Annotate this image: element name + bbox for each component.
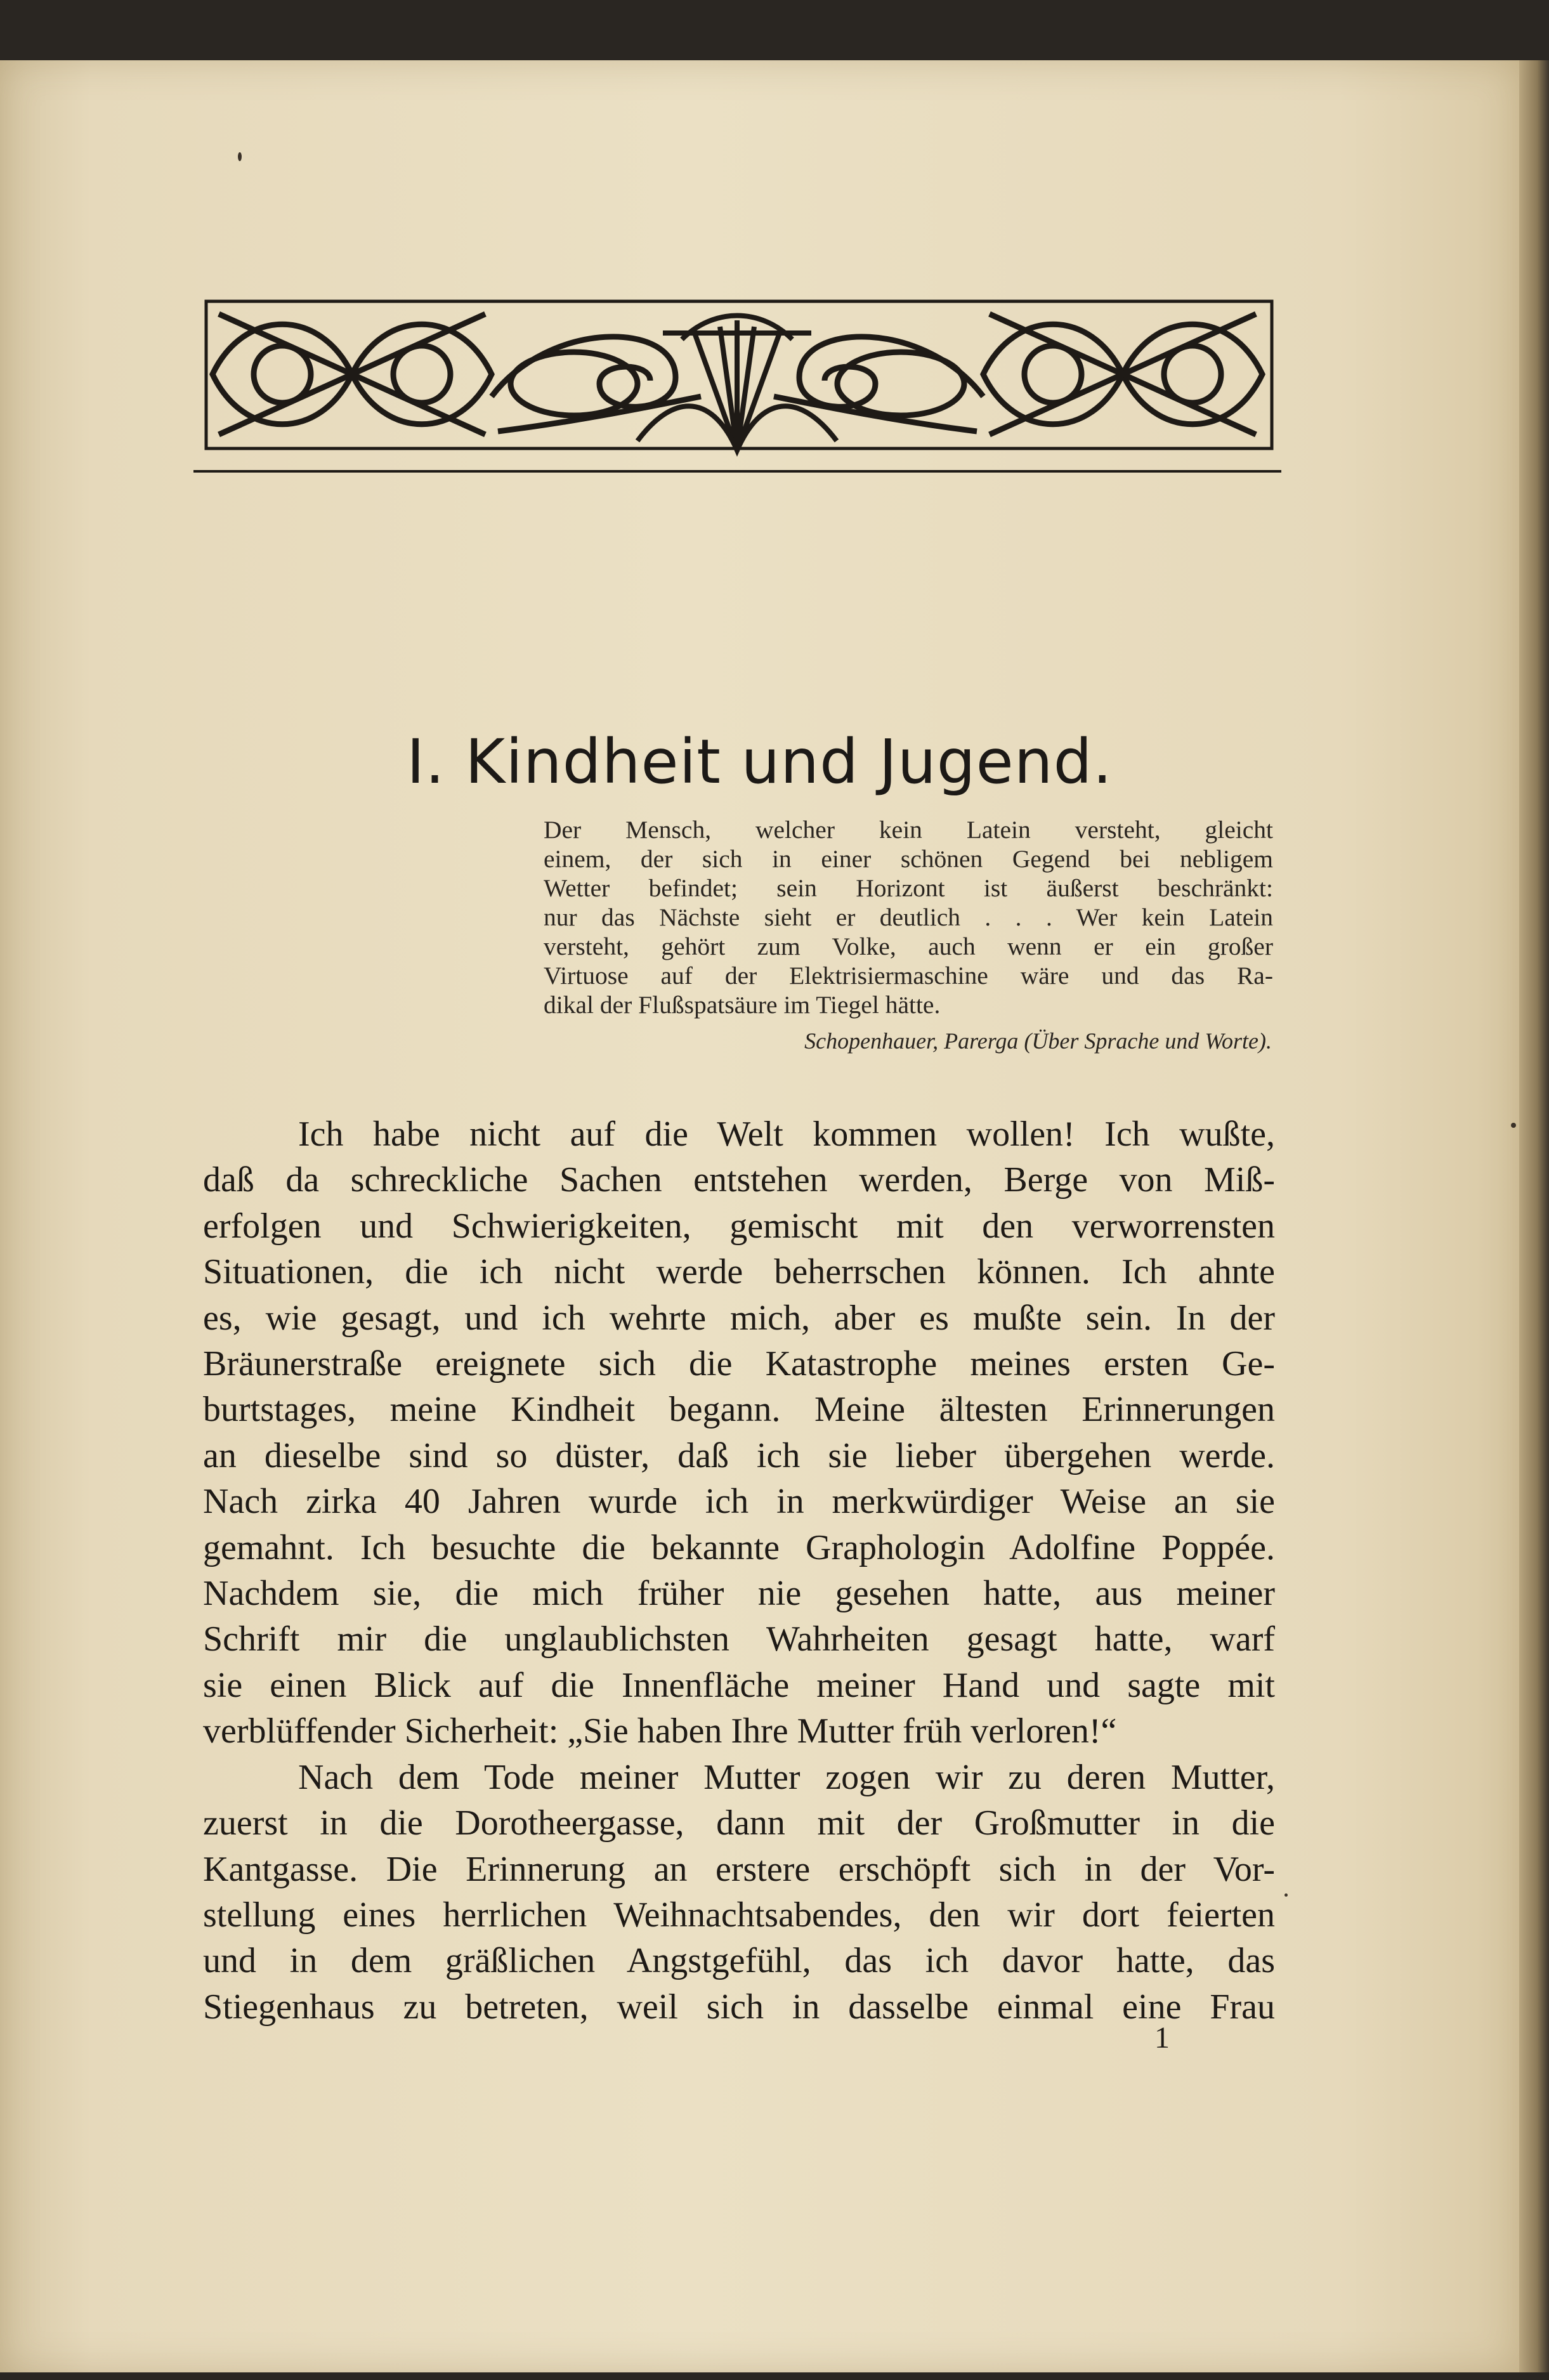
body-line: gemahnt. Ich besuchte die bekannte Graphologin Adolfine Poppée. — [203, 1527, 1275, 1567]
paper-speck — [1511, 1123, 1516, 1128]
paper-speck — [1284, 1893, 1288, 1897]
epigraph-line: versteht, gehört zum Volke, auch wenn er ein großer — [544, 932, 1273, 960]
chapter-title: I. Kindheit und Jugend. — [406, 726, 1113, 797]
epigraph-line: dikal der Flußspatsäure im Tiegel hätte. — [544, 991, 941, 1019]
body-line: daß da schreckliche Sachen entstehen werden, Berge von Miß- — [203, 1160, 1275, 1200]
body-line: an dieselbe sind so düster, daß ich sie lieber übergehen werde. — [203, 1435, 1275, 1475]
body-line: Nach dem Tode meiner Mutter zogen wir zu deren Mutter, — [298, 1757, 1275, 1797]
body-line: es, wie gesagt, und ich wehrte mich, aber es mußte sein. In der — [203, 1298, 1275, 1338]
body-line: Stiegenhaus zu betreten, weil sich in dasselbe einmal eine Frau — [203, 1987, 1275, 2027]
body-line: verblüffender Sicherheit: „Sie haben Ihre Mutter früh verloren!“ — [203, 1711, 1117, 1751]
epigraph-line: Der Mensch, welcher kein Latein versteht, gleicht — [544, 816, 1273, 844]
page-number: 1 — [1154, 2021, 1170, 2055]
body-line: und in dem gräßlichen Angstgefühl, das ich davor hatte, das — [203, 1941, 1275, 1981]
epigraph-attribution: Schopenhauer, Parerga (Über Sprache und Worte). — [804, 1028, 1272, 1054]
body-line: Kantgasse. Die Erinnerung an erstere erschöpft sich in der Vor- — [203, 1849, 1275, 1889]
body-line: stellung eines herrlichen Weihnachtsabendes, den wir dort feierten — [203, 1895, 1275, 1935]
body-line: Ich habe nicht auf die Welt kommen wollen! Ich wußte, — [298, 1115, 1275, 1154]
epigraph-line: nur das Nächste sieht er deutlich . . . Wer kein Latein — [544, 903, 1273, 931]
ornamental-header-band — [193, 295, 1281, 476]
body-line: sie einen Blick auf die Innenfläche meiner Hand und sagte mit — [203, 1665, 1275, 1705]
body-line: Nachdem sie, die mich früher nie gesehen hatte, aus meiner — [203, 1574, 1275, 1614]
page-edge — [1519, 60, 1549, 2372]
epigraph-line: Wetter befindet; sein Horizont ist äußerst beschränkt: — [544, 874, 1273, 902]
body-line: Bräunerstraße ereignete sich die Katastrophe meines ersten Ge- — [203, 1344, 1275, 1384]
paper-speck — [238, 152, 242, 161]
epigraph-line: Virtuose auf der Elektrisiermaschine wäre und das Ra- — [544, 962, 1273, 990]
body-line: zuerst in die Dorotheergasse, dann mit der Großmutter in die — [203, 1803, 1275, 1843]
body-line: Situationen, die ich nicht werde beherrschen können. Ich ahnte — [203, 1252, 1275, 1292]
epigraph-line: einem, der sich in einer schönen Gegend bei nebligem — [544, 845, 1273, 873]
body-line: Schrift mir die unglaublichsten Wahrheiten gesagt hatte, warf — [203, 1619, 1275, 1659]
body-text — [203, 1111, 1275, 2030]
body-line: burtstages, meine Kindheit begann. Meine ältesten Erinnerungen — [203, 1390, 1275, 1430]
body-line: Nach zirka 40 Jahren wurde ich in merkwürdiger Weise an sie — [203, 1482, 1275, 1522]
epigraph-quote — [544, 815, 1273, 1019]
body-line: erfolgen und Schwierigkeiten, gemischt mit den verworrensten — [203, 1206, 1275, 1246]
